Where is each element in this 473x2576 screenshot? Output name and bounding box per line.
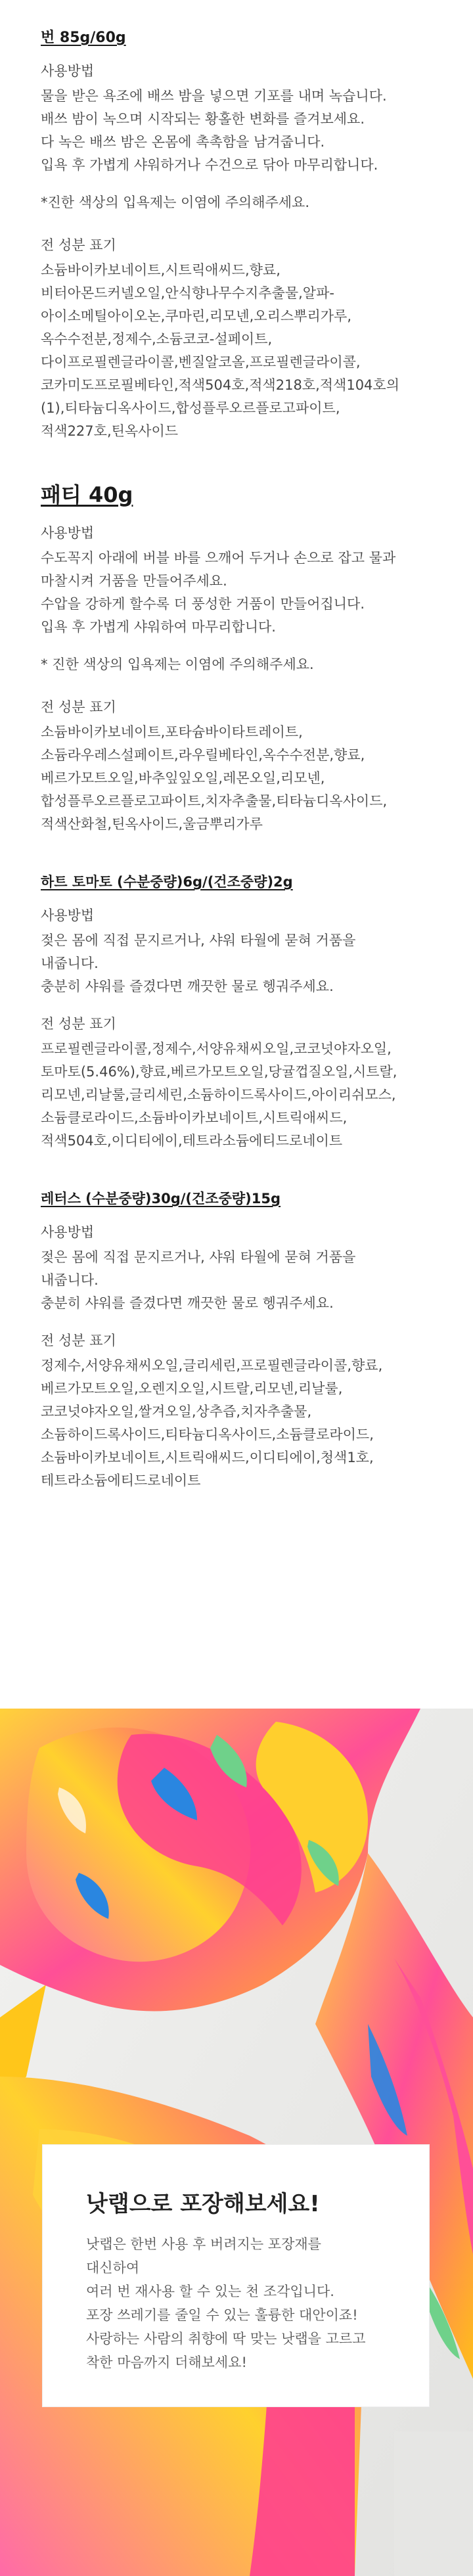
product-bun <box>41 26 432 443</box>
usage-label: 사용방법 <box>41 525 95 541</box>
product-heart-tomato <box>41 871 432 1153</box>
ingredients-label: 전 성분 표기 <box>41 1333 116 1348</box>
usage-text: 젖은 몸에 직접 문지르거나, 샤워 타월에 묻혀 거품을 내줍니다. 충분히 샤워를 즐겼다면 깨끗한 물로 헹궈주세요. <box>41 932 356 994</box>
ingredients-text: 소듐바이카보네이트,시트릭애씨드,향료, 비터아몬드커넬오일,안식향나무수지추출물,알파- 아이소메틸아이오논,쿠마린,리모넨,오리스뿌리가루, 옥수수전분,정제수,소듐코코-설페이트, 다이프로필렌글라이콜,벤질알코올,프로필렌글라이콜, 코카미도프로필베타인,적색504호,적색218호,적색104호의 (1),티타늄디옥사이드,합성플루오르플로고파이트, 적색227호,틴옥사이드 <box>41 262 399 439</box>
product-title: 번 85g/60g <box>41 30 126 46</box>
ingredients-text: 프로필렌글라이콜,정제수,서양유채씨오일,코코넛야자오일, 토마토(5.46%),향료,베르가모트오일,당귤껍질오일,시트랄, 리모넨,리날룰,글리세린,소듐하이드록사이드,아이리쉬모스, 소듐클로라이드,소듐바이카보네이트,시트릭애씨드, 적색504호,이디티에이,테트라소듐에티드로네이트 <box>41 1041 397 1149</box>
product-title: 하트 토마토 (수분중량)6g/(건조중량)2g <box>41 874 293 890</box>
ingredients-text: 소듐바이카보네이트,포타슘바이타트레이트, 소듐라우레스설페이트,라우릴베타인,옥수수전분,향료, 베르가모트오일,바추잎잎오일,레몬오일,리모넨, 합성플루오르플로고파이트,치자추출물,티타늄디옥사이드, 적색산화철,틴옥사이드,울금뿌리가루 <box>41 724 388 832</box>
usage-text: 젖은 몸에 직접 문지르거나, 샤워 타월에 묻혀 거품을 내줍니다. 충분히 샤워를 즐겼다면 깨끗한 물로 헹궈주세요. <box>41 1249 356 1311</box>
usage-text: 물을 받은 욕조에 배쓰 밤을 넣으면 기포를 내며 녹습니다. 배쓰 밤이 녹으며 시작되는 황홀한 변화를 즐겨보세요. 다 녹은 배쓰 밤은 온몸에 촉촉함을 남겨줍니다. 입욕 후 가볍게 샤워하거나 수건으로 닦아 마무리합니다. <box>41 88 387 173</box>
product-title: 레터스 (수분중량)30g/(건조중량)15g <box>41 1191 281 1207</box>
caution-note: *진한 색상의 입욕제는 이염에 주의해주세요. <box>41 195 310 210</box>
product-title: 패티 40g <box>41 482 133 507</box>
product-patty <box>41 478 432 836</box>
card-title: 낫랩으로 포장해보세요! <box>86 2191 320 2217</box>
caution-note: * 진한 색상의 입욕제는 이염에 주의해주세요. <box>41 656 314 672</box>
usage-label: 사용방법 <box>41 63 95 79</box>
ingredients-label: 전 성분 표기 <box>41 237 116 253</box>
card-text: 낫랩은 한번 사용 후 버려지는 포장재를 대신하여 여러 번 재사용 할 수 있는 천 조각입니다. 포장 쓰레기를 줄일 수 있는 훌륭한 대안이죠! 사랑하는 사람의 취향에 딱 맞는 낫랩을 고르고 착한 마음까지 더해보세요! <box>86 2236 366 2370</box>
usage-label: 사용방법 <box>41 1224 95 1240</box>
knot-wrap-photo <box>0 1709 473 2576</box>
wrapped-cloth-illustration <box>0 1709 473 2576</box>
ingredients-label: 전 성분 표기 <box>41 1016 116 1032</box>
knot-wrap-card <box>42 2144 430 2407</box>
ingredients-label: 전 성분 표기 <box>41 699 116 715</box>
ingredients-text: 정제수,서양유채씨오일,글리세린,프로필렌글라이콜,향료, 베르가모트오일,오렌지오일,시트랄,리모넨,리날룰, 코코넛야자오일,쌀겨오일,상추즙,치자추출물, 소듐하이드록사이드,티타늄디옥사이드,소듐클로라이드, 소듐바이카보네이트,시트릭애씨드,이디티에이,청색1호, 테트라소듐에티드로네이트 <box>41 1358 383 1488</box>
product-lettuce <box>41 1188 432 1492</box>
usage-text: 수도꼭지 아래에 버블 바를 으깨어 두거나 손으로 잡고 물과 마찰시켜 거품을 만들어주세요. 수압을 강하게 할수록 더 풍성한 거품이 만들어집니다. 입욕 후 가볍게 샤워하여 마무리합니다. <box>41 550 396 635</box>
usage-label: 사용방법 <box>41 908 95 923</box>
